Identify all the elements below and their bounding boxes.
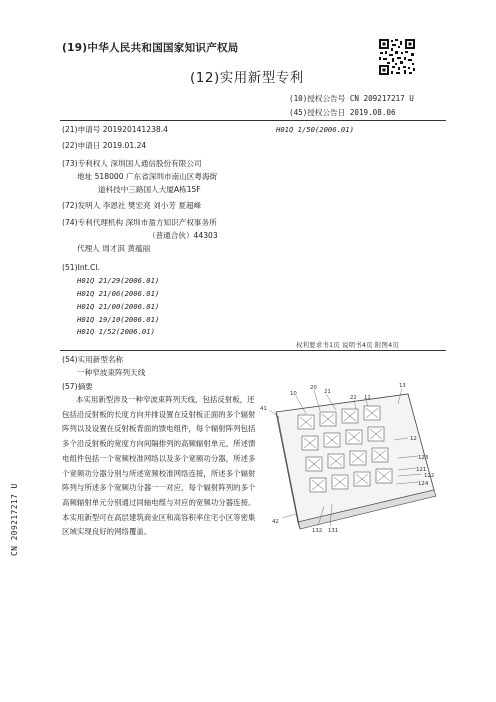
ref-label: 123: [418, 455, 429, 461]
address-line-1: 地址 518000 广东省深圳市南山区粤海街: [77, 172, 218, 181]
publication-number: (10)授权公告号 CN 209217217 U: [289, 94, 414, 103]
ref-label: 13: [399, 383, 406, 389]
ref-label: 124: [418, 481, 429, 487]
address-line-2: 道科技中三路国人大厦A栋15F: [98, 185, 201, 194]
document-type: (12)实用新型专利: [190, 70, 304, 86]
ref-label: 131: [328, 528, 339, 534]
ref-label: 122: [424, 473, 435, 479]
ref-label: 10: [290, 391, 297, 397]
utility-model-title: 一种窄波束阵列天线: [77, 368, 146, 377]
title-label: (54)实用新型名称: [62, 355, 124, 364]
inventors: (72)发明人 李恩社 樊宏亮 刘小芳 夏超峰: [62, 201, 202, 210]
ipc-code: H01Q 19/10(2006.01): [77, 315, 160, 324]
publication-date: (45)授权公告日 2019.08.06: [289, 108, 396, 117]
ipc-code: H01Q 21/00(2006.01): [77, 302, 160, 311]
header-divider: [60, 120, 446, 121]
ipc-main: H01Q 1/50(2006.01): [276, 125, 354, 134]
bib-divider: [60, 350, 446, 351]
abstract-label: (57)摘要: [62, 382, 93, 391]
patentee: (73)专利权人 深圳国人通信股份有限公司: [62, 159, 202, 168]
page-count-note: 权利要求书1页 说明书4页 附图4页: [296, 341, 399, 349]
side-publication-number: CN 209217217 U: [10, 483, 19, 556]
ref-label: 12: [410, 436, 417, 442]
ref-label: 42: [272, 519, 279, 525]
agency-line-1: (74)专利代理机构 深圳市盈方知识产权事务所: [62, 218, 217, 227]
ipc-code: H01Q 21/06(2006.01): [77, 289, 160, 298]
qr-code: [378, 38, 416, 76]
ipc-code: H01Q 21/29(2006.01): [77, 276, 160, 285]
ipc-code: H01Q 1/52(2006.01): [77, 327, 155, 336]
abstract-text: 本实用新型涉及一种窄波束阵列天线，包括反射板，还包括沿反射板的长度方向并排设置在反射板正面的多个辐射阵列以及设置在反射板背面的馈电组件，每个辐射阵列包括多个沿反射板的宽度方向间隔排列的高频辐射单元，所述馈电组件包括一个宽频校准网络以及多个宽频功分器，所述多个宽频功分器分别与所述宽频校准网络连接，所述多个辐射阵列与所述多个宽频功分器一一对应，每个辐射阵列的多个高频辐射单元分别通过同轴电缆与对应的宽频功分器连接。本实用新型可在高层建筑商业区和高容积率住宅小区等密集区域实现良好的网络覆盖。: [62, 395, 256, 537]
antenna-figure: [258, 380, 448, 542]
ref-label: 21: [324, 389, 331, 395]
ref-label: 132: [312, 528, 323, 534]
application-number: (21)申请号 201920141238.4: [62, 125, 169, 134]
patent-office-name: (19)中华人民共和国国家知识产权局: [62, 42, 239, 54]
ref-label: 121: [416, 467, 427, 473]
ref-label: 41: [260, 406, 267, 412]
agent: 代理人 周才淇 黄蕴丽: [77, 244, 151, 253]
int-cl-label: (51)Int.Cl.: [62, 263, 100, 272]
ref-label: 22: [350, 395, 357, 401]
ref-label: 20: [310, 385, 317, 391]
application-date: (22)申请日 2019.01.24: [62, 141, 147, 150]
ref-label: 11: [364, 395, 371, 401]
agency-line-2: （普通合伙）44303: [148, 231, 218, 240]
